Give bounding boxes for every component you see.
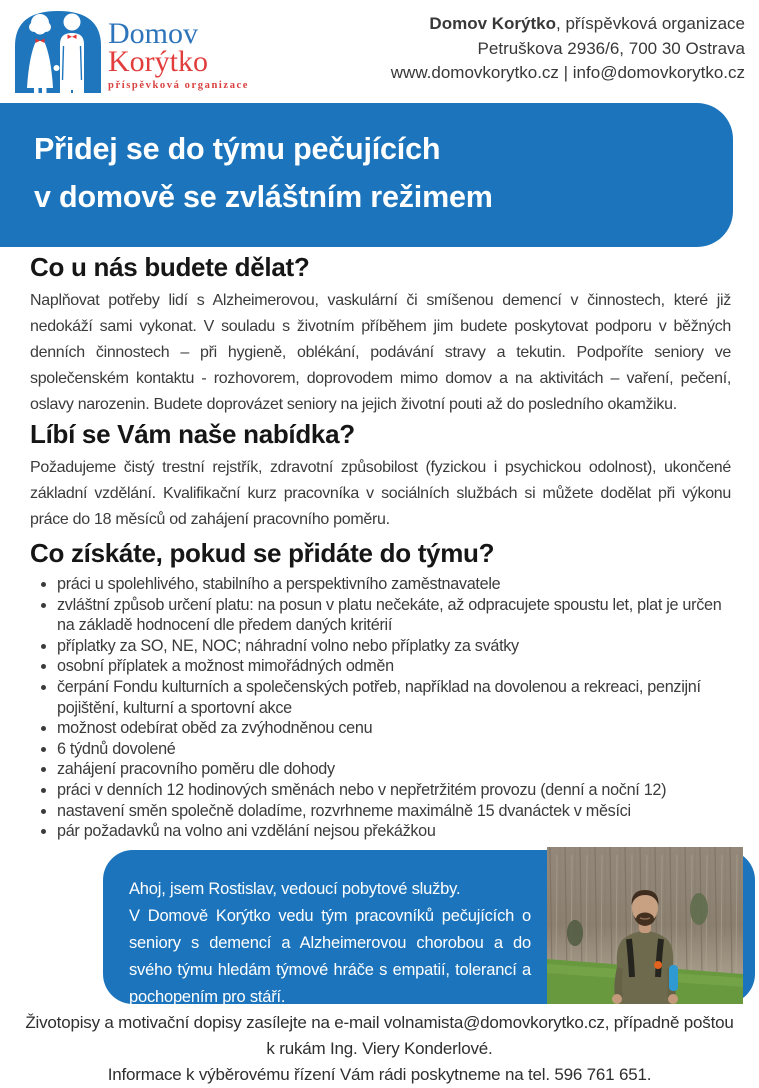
footer-line1: Životopisy a motivační dopisy zasílejte na e-mail volnamista@domovkorytko.cz, případně poštou	[25, 1013, 734, 1032]
header-contact-block	[391, 8, 745, 86]
logo-wordmark	[108, 8, 249, 91]
benefit-item: • nastavení směn společně doladíme, rozvrhneme maximálně 15 dvanáctek v měsíci	[57, 801, 731, 822]
benefit-item: • osobní příplatek a možnost mimořádných odměn	[57, 656, 731, 677]
logo-name-line2: Korýtko	[108, 45, 208, 78]
org-type: , příspěvková organizace	[556, 14, 745, 33]
testimonial-text	[129, 876, 531, 1011]
logo-subtitle: příspěvková organizace	[108, 80, 250, 91]
org-address: Petruškova 2936/6, 700 30 Ostrava	[477, 38, 745, 58]
benefit-item: • práci v denních 12 hodinových směnách nebo v nepřetržitém provozu (denní a noční 12)	[57, 780, 731, 801]
benefit-item: • příplatky za SO, NE, NOC; náhradní volno nebo příplatky za svátky	[57, 636, 731, 657]
elderly-couple-arch-icon	[14, 8, 102, 94]
section-heading-offer: Líbí se Vám naše nabídka?	[30, 419, 355, 449]
org-web-email: www.domovkorytko.cz | info@domovkorytko.cz	[390, 63, 745, 82]
footer-line2: k rukám Ing. Viery Konderlové.	[266, 1039, 493, 1058]
benefit-item: • možnost odebírat oběd za zvýhodněnou cenu	[57, 718, 731, 739]
testimonial-body: V Domově Korýtko vedu tým pracovníků pečujících o seniory s demencí a Alzheimerovou chorobou a do svého týmu hledám týmové hráče s empatií, tolerancí a pochopením pro stáří.	[129, 907, 531, 1006]
org-name: Domov Korýtko	[429, 14, 556, 33]
section-benefits	[30, 538, 731, 842]
benefit-item: • pár požadavků na volno ani vzdělání nejsou překážkou	[57, 821, 731, 842]
section-what-you-do	[30, 252, 731, 418]
section-heading-benefits: Co získáte, pokud se přidáte do týmu?	[30, 538, 495, 568]
org-line	[391, 12, 745, 37]
benefits-list	[30, 574, 731, 842]
benefit-item: • 6 týdnů dovolené	[57, 739, 731, 760]
footer-line3: Informace k výběrovému řízení Vám rádi poskytneme na tel. 596 761 651.	[107, 1065, 652, 1084]
benefit-item: • práci u spolehlivého, stabilního a perspektivního zaměstnavatele	[57, 574, 731, 595]
logo-name-line1: Domov	[108, 17, 198, 50]
section-offer	[30, 419, 731, 533]
section-body-what: Naplňovat potřeby lidí s Alzheimerovou, vaskulární či smíšenou demencí v činnostech, které již nedokáží sami vykonat. V souladu s životním příběhem jim budete poskytovat podporu v běžných denních činnostech – při hygieně, oblékání, podávání stravy a tekutin. Podpoříte seniory ve společenském kontaktu - rozhovorem, doprovodem mimo domov a na aktivitách – vaření, pečení, oslavy narozenin. Budete doprovázet seniory na jejich životní pouti až do posledního okamžiku.	[30, 292, 731, 413]
page-title-line2: v domově se zvláštním režimem	[34, 180, 493, 214]
page-title	[0, 103, 733, 221]
benefit-item: • čerpání Fondu kulturních a společenských potřeb, například na dovolenou a rekreaci, penzijní pojištění, kulturní a sportovní akce	[57, 677, 731, 718]
section-heading-what: Co u nás budete dělat?	[30, 252, 310, 282]
footer	[0, 1010, 759, 1088]
benefit-item: • zahájení pracovního poměru dle dohody	[57, 759, 731, 780]
page-title-line1: Přidej se do týmu pečujících	[34, 132, 441, 166]
title-banner	[0, 103, 733, 247]
rostislav-photo	[547, 847, 743, 1004]
section-body-offer: Požadujeme čistý trestní rejstřík, zdravotní způsobilost (fyzickou i psychickou odolnost), ukončené základní vzdělání. Kvalifikační kurz pracovníka v sociálních službách si můžete dodělat při výkonu práce do 18 měsíců od zahájení pracovního poměru.	[30, 459, 731, 528]
page-header	[14, 8, 745, 94]
benefit-item: • zvláštní způsob určení platu: na posun v platu nečekáte, až odpracujete spoustu let, plat je určen na základě hodnocení dle předem daných kritérií	[57, 595, 731, 636]
testimonial-intro: Ahoj, jsem Rostislav, vedoucí pobytové služby.	[129, 880, 461, 898]
logo	[14, 8, 249, 94]
